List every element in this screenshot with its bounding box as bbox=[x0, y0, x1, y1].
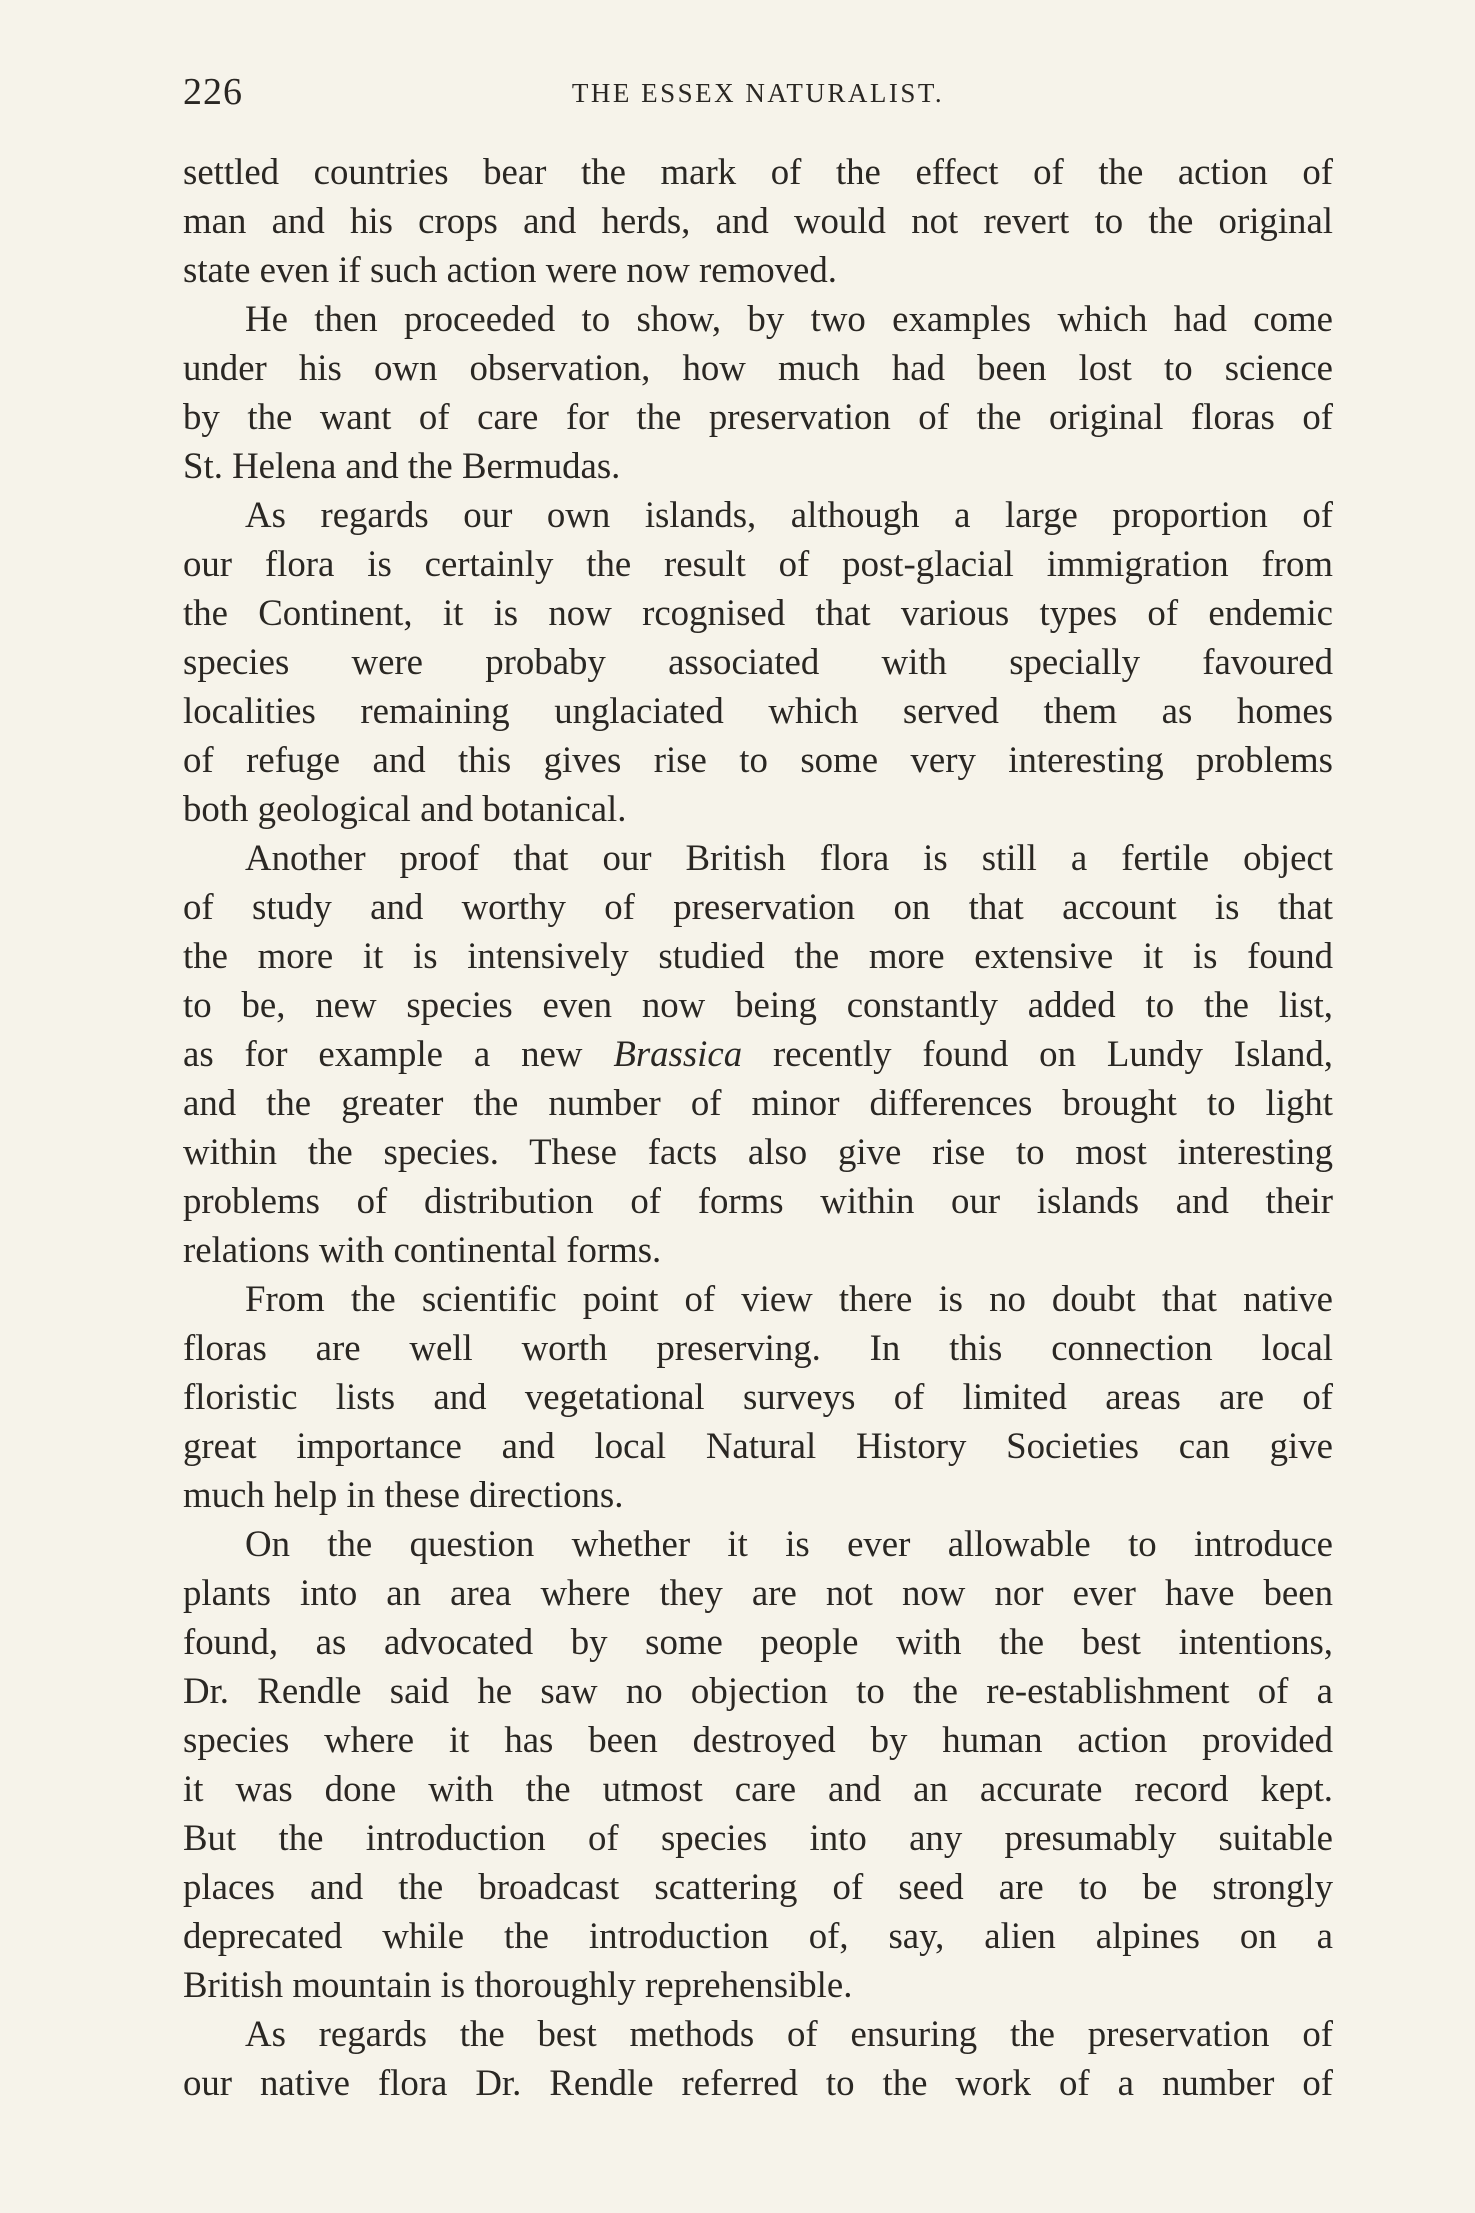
page-number: 226 bbox=[183, 71, 243, 113]
text-line: and the greater the number of minor differences brought to light bbox=[183, 1082, 1333, 1123]
text-line: the more it is intensively studied the more extensive it is found bbox=[183, 935, 1333, 976]
text-line-with-italic bbox=[183, 1029, 1333, 1078]
paragraph-first-line: From the scientific point of view there is no doubt that native bbox=[245, 1278, 1333, 1319]
paragraph-first-line: Another proof that our British flora is still a fertile object bbox=[245, 837, 1333, 878]
text-line: to be, new species even now being constantly added to the list, bbox=[183, 984, 1333, 1025]
text-line: state even if such action were now removed. bbox=[183, 249, 837, 290]
text-line: species were probaby associated with specially favoured bbox=[183, 641, 1333, 682]
text-line: floras are well worth preserving. In this connection local bbox=[183, 1327, 1333, 1368]
text-line: British mountain is thoroughly reprehensible. bbox=[183, 1964, 853, 2005]
running-head: THE ESSEX NATURALIST. bbox=[571, 78, 945, 108]
text-line: man and his crops and herds, and would not revert to the original bbox=[183, 200, 1333, 241]
text-line: our native flora Dr. Rendle referred to the work of a number of bbox=[183, 2062, 1333, 2103]
body-text bbox=[183, 147, 1333, 2107]
text-line: Dr. Rendle said he saw no objection to the re-establishment of a bbox=[183, 1670, 1333, 1711]
text-segment: as for example a new bbox=[183, 1033, 614, 1074]
text-line: problems of distribution of forms within our islands and their bbox=[183, 1180, 1333, 1221]
text-segment: recently found on Lundy Island, bbox=[742, 1033, 1333, 1074]
text-line: settled countries bear the mark of the effect of the action of bbox=[183, 151, 1333, 192]
text-line: But the introduction of species into any presumably suitable bbox=[183, 1817, 1333, 1858]
italic-species-name: Brassica bbox=[613, 1033, 743, 1074]
text-line: within the species. These facts also give rise to most interesting bbox=[183, 1131, 1333, 1172]
text-line: found, as advocated by some people with the best intentions, bbox=[183, 1621, 1333, 1662]
page-header bbox=[183, 70, 1333, 120]
text-line: much help in these directions. bbox=[183, 1474, 624, 1515]
paragraph-first-line: On the question whether it is ever allowable to introduce bbox=[245, 1523, 1333, 1564]
text-line: St. Helena and the Bermudas. bbox=[183, 445, 621, 486]
paragraph-first-line: He then proceeded to show, by two examples which had come bbox=[245, 298, 1333, 339]
text-line: of study and worthy of preservation on that account is that bbox=[183, 886, 1333, 927]
text-line: it was done with the utmost care and an accurate record kept. bbox=[183, 1768, 1333, 1809]
text-line: plants into an area where they are not now nor ever have been bbox=[183, 1572, 1333, 1613]
paragraph-first-line: As regards the best methods of ensuring the preservation of bbox=[245, 2013, 1333, 2054]
text-line: both geological and botanical. bbox=[183, 788, 627, 829]
text-line: the Continent, it is now rcognised that various types of endemic bbox=[183, 592, 1333, 633]
text-line: relations with continental forms. bbox=[183, 1229, 662, 1270]
text-line: under his own observation, how much had been lost to science bbox=[183, 347, 1333, 388]
text-line: floristic lists and vegetational surveys of limited areas are of bbox=[183, 1376, 1333, 1417]
text-line: species where it has been destroyed by human action provided bbox=[183, 1719, 1333, 1760]
text-line: our flora is certainly the result of post-glacial immigration from bbox=[183, 543, 1333, 584]
text-line: by the want of care for the preservation of the original floras of bbox=[183, 396, 1333, 437]
text-line: great importance and local Natural History Societies can give bbox=[183, 1425, 1333, 1466]
text-line: deprecated while the introduction of, say, alien alpines on a bbox=[183, 1915, 1333, 1956]
text-line: localities remaining unglaciated which served them as homes bbox=[183, 690, 1333, 731]
text-line: of refuge and this gives rise to some very interesting problems bbox=[183, 739, 1333, 780]
paragraph-first-line: As regards our own islands, although a large proportion of bbox=[245, 494, 1333, 535]
text-line: places and the broadcast scattering of seed are to be strongly bbox=[183, 1866, 1333, 1907]
